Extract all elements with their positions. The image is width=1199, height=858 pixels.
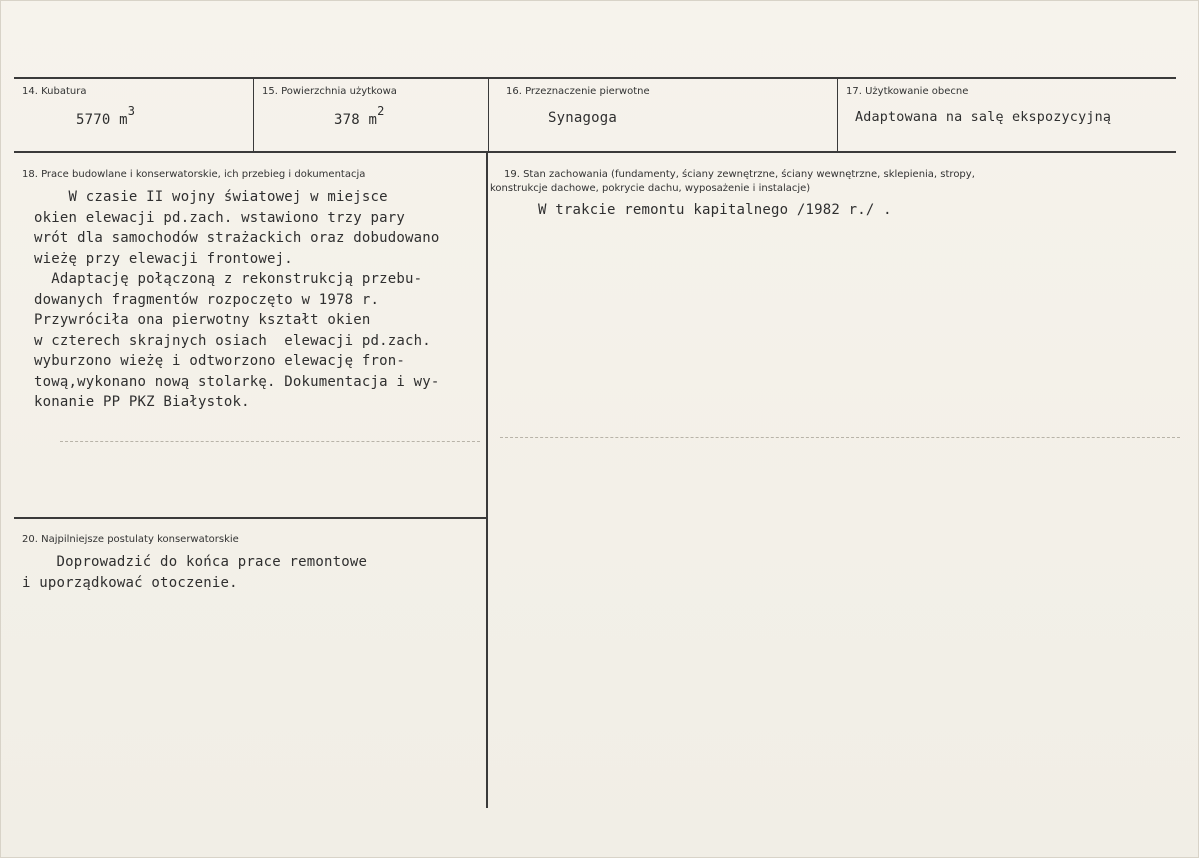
field20-line: Doprowadzić do końca prace remontowe: [22, 554, 368, 570]
guide-line-left: [60, 441, 480, 442]
field20-line: i uporządkować otoczenie.: [22, 574, 238, 591]
top-rule: [14, 77, 1176, 79]
row1-bottom-rule: [14, 151, 1176, 153]
field18-line: konanie PP PKZ Białystok.: [34, 394, 250, 410]
field15-exponent: 2: [377, 104, 385, 118]
col-divider-1: [253, 78, 254, 152]
field19-label-line2: konstrukcje dachowe, pokrycie dachu, wyposażenie i instalacje): [490, 183, 811, 194]
field14-number: 5770 m: [76, 112, 128, 128]
field16-label: 16. Przeznaczenie pierwotne: [506, 86, 650, 97]
field18-line: Adaptację połączoną z rekonstrukcją przebu-: [34, 271, 423, 287]
field18-line: wyburzono wieżę i odtworzono elewację fron-: [34, 353, 406, 369]
field18-line: dowanych fragmentów rozpoczęto w 1978 r.: [34, 291, 380, 308]
field14-exponent: 3: [127, 104, 136, 118]
field18-line: Przywróciła ona pierwotny kształt okien: [34, 312, 371, 328]
field18-line: W czasie II wojny światowej w miejsce: [34, 189, 388, 205]
field18-line: w czterech skrajnych osiach elewacji pd.zach.: [34, 332, 431, 349]
col-divider-2: [488, 78, 489, 152]
field18-line: tową,wykonano nową stolarkę. Dokumentacja i wy-: [34, 373, 440, 390]
guide-line-right: [500, 437, 1180, 438]
field15-value: [334, 104, 385, 131]
field19-value: W trakcie remontu kapitalnego /1982 r./ .: [538, 202, 892, 218]
field18-label: 18. Prace budowlane i konserwatorskie, ich przebieg i dokumentacja: [22, 169, 366, 180]
field20-label: 20. Najpilniejsze postulaty konserwatorskie: [22, 534, 239, 545]
field20-text: [22, 552, 367, 593]
field18-line: okien elewacji pd.zach. wstawiono trzy pary: [34, 209, 406, 226]
field17-label: 17. Użytkowanie obecne: [846, 86, 969, 97]
field14-value: [76, 104, 136, 131]
field18-text: [34, 187, 504, 413]
section18-bottom-rule: [14, 517, 486, 519]
field14-label: 14. Kubatura: [22, 86, 87, 97]
field16-value: Synagoga: [548, 110, 618, 126]
field15-label: 15. Powierzchnia użytkowa: [262, 86, 397, 97]
field17-value: Adaptowana na salę ekspozycyjną: [855, 110, 1112, 125]
col-divider-3: [837, 78, 838, 152]
field15-number: 378 m: [334, 112, 378, 128]
field18-line: wrót dla samochodów strażackich oraz dobudowano: [34, 230, 440, 246]
field18-line: wieżę przy elewacji frontowej.: [34, 250, 293, 267]
field19-label-line1: 19. Stan zachowania (fundamenty, ściany zewnętrzne, ściany wewnętrzne, sklepienia, stropy,: [504, 169, 975, 180]
